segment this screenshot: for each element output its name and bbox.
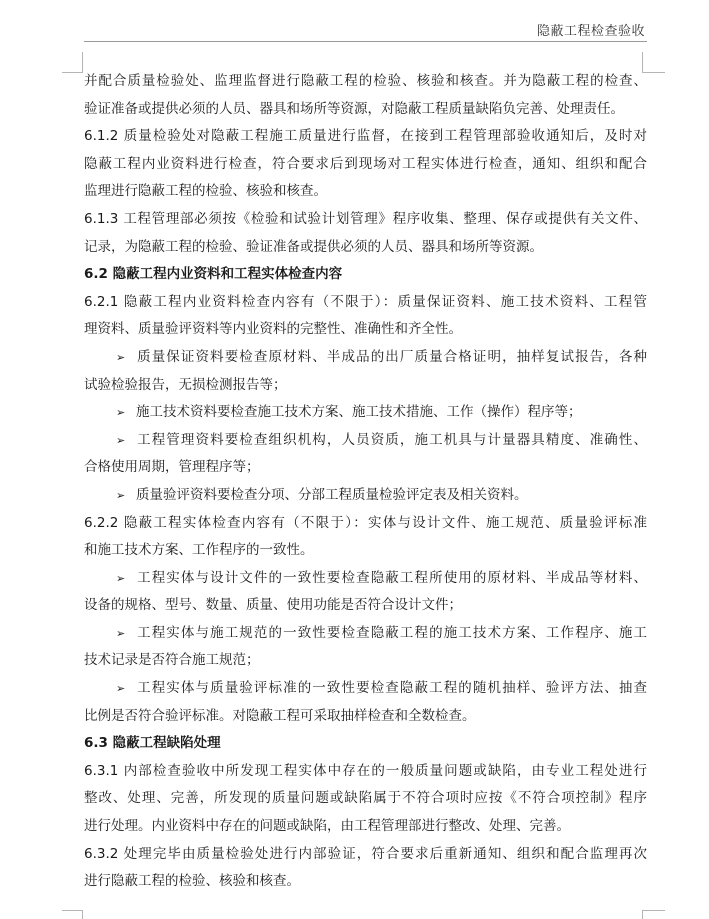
- line-text: 理资料、质量验评资料等内业资料的完整性、准确性和齐全性。: [84, 321, 462, 338]
- line-text: 6.2 隐蔽工程内业资料和工程实体检查内容: [84, 266, 343, 283]
- header-title: 隐蔽工程检查验收: [536, 24, 645, 39]
- bullet-arrow-icon: ➢: [116, 488, 126, 502]
- section-heading: [84, 261, 647, 289]
- bullet-arrow-icon: ➢: [116, 433, 126, 447]
- bullet-item-line: [116, 344, 647, 372]
- bullet-item-line: [116, 565, 647, 593]
- header-rule: [84, 41, 647, 42]
- bullet-arrow-icon: ➢: [116, 626, 126, 640]
- line-text: 工程实体与施工规范的一致性要检查隐蔽工程的施工技术方案、工作程序、施工: [136, 624, 647, 641]
- paragraph-line: [84, 758, 647, 786]
- bullet-item-line: [116, 399, 647, 427]
- line-text: 工程实体与设计文件的一致性要检查隐蔽工程所使用的原材料、半成品等材料、: [136, 569, 647, 586]
- crop-mark-bottom-left: [62, 910, 83, 919]
- line-text: 隐蔽工程内业资料进行检查，符合要求后到现场对工程实体进行检查，通知、组织和配合: [84, 155, 647, 172]
- line-text: 和施工技术方案、工作程序的一致性。: [84, 542, 314, 559]
- line-text: 6.1.3 工程管理部必须按《检验和试验计划管理》程序收集、整理、保存或提供有关文件、: [84, 210, 647, 227]
- bullet-item-continuation: [84, 592, 647, 620]
- line-text: 比例是否符合验评标准。对隐蔽工程可采取抽样检查和全数检查。: [84, 707, 476, 724]
- line-text: 进行隐蔽工程的检验、核验和核查。: [84, 873, 300, 890]
- bullet-item-continuation: [84, 647, 647, 675]
- line-text: 6.2.2 隐蔽工程实体检查内容有（不限于）：实体与设计文件、施工规范、质量验评标准: [84, 514, 647, 531]
- paragraph-line: [84, 178, 647, 206]
- line-text: 试验检验报告，无损检测报告等；: [84, 376, 287, 393]
- line-text: 6.3.2 处理完毕由质量检验处进行内部验证，符合要求后重新通知、组织和配合监理再次: [84, 845, 647, 862]
- bullet-arrow-icon: ➢: [116, 350, 126, 364]
- crop-mark-bottom-right: [642, 910, 665, 919]
- line-text: 并配合质量检验处、监理监督进行隐蔽工程的检验、核验和核查。并为隐蔽工程的检查、: [84, 73, 647, 89]
- section-heading: [84, 730, 647, 758]
- line-text: 工程实体与质量验评标准的一致性要检查隐蔽工程的随机抽样、验评方法、抽查: [136, 680, 647, 697]
- paragraph-line: [84, 206, 647, 234]
- bullet-arrow-icon: ➢: [116, 571, 126, 585]
- bullet-item-line: [116, 620, 647, 648]
- line-text: 监理进行隐蔽工程的检验、核验和核查。: [84, 183, 327, 200]
- line-text: 质量保证资料要检查原材料、半成品的出厂质量合格证明，抽样复试报告，各种: [136, 348, 647, 365]
- line-text: 6.3.1 内部检查验收中所发现工程实体中存在的一般质量问题或缺陷，由专业工程处进行: [84, 762, 647, 779]
- paragraph-line: [84, 316, 647, 344]
- line-text: 工程管理资料要检查组织机构，人员资质，施工机具与计量器具精度、准确性、: [136, 431, 647, 448]
- paragraph-line: [84, 96, 647, 124]
- paragraph-line: [84, 68, 647, 96]
- paragraph-line: [84, 123, 647, 151]
- paragraph-line: [84, 510, 647, 538]
- line-text: 设备的规格、型号、数量、质量、使用功能是否符合设计文件；: [84, 597, 462, 614]
- bullet-arrow-icon: ➢: [116, 682, 126, 696]
- bullet-item-continuation: [84, 454, 647, 482]
- bullet-item-line: [116, 482, 647, 510]
- line-text: 6.2.1 隐蔽工程内业资料检查内容有（不限于）：质量保证资料、施工技术资料、工程管: [84, 293, 647, 310]
- line-text: 施工技术资料要检查施工技术方案、施工技术措施、工作（操作）程序等；: [136, 404, 582, 421]
- paragraph-line: [84, 868, 647, 896]
- paragraph-line: [84, 234, 647, 262]
- line-text: 验证准备或提供必须的人员、器具和场所等资源，对隐蔽工程质量缺陷负完善、处理责任。: [84, 100, 624, 117]
- paragraph-line: [84, 151, 647, 179]
- line-text: 记录，为隐蔽工程的检验、验证准备或提供必须的人员、器具和场所等资源。: [84, 238, 543, 255]
- paragraph-line: [84, 785, 647, 813]
- bullet-item-line: [116, 675, 647, 703]
- crop-mark-top-left: [62, 52, 83, 73]
- bullet-item-continuation: [84, 372, 647, 400]
- line-text: 6.3 隐蔽工程缺陷处理: [84, 735, 221, 752]
- line-text: 技术记录是否符合施工规范；: [84, 652, 260, 669]
- document-body: [84, 68, 647, 896]
- bullet-item-continuation: [84, 703, 647, 731]
- bullet-arrow-icon: ➢: [116, 406, 126, 420]
- line-text: 进行处理。内业资料中存在的问题或缺陷，由工程管理部进行整改、处理、完善。: [84, 818, 570, 835]
- line-text: 质量验评资料要检查分项、分部工程质量检验评定表及相关资料。: [136, 486, 528, 503]
- paragraph-line: [84, 537, 647, 565]
- line-text: 合格使用周期，管理程序等；: [84, 459, 260, 476]
- line-text: 整改、处理、完善，所发现的质量问题或缺陷属于不符合项时应按《不符合项控制》程序: [84, 790, 647, 807]
- paragraph-line: [84, 289, 647, 317]
- paragraph-line: [84, 813, 647, 841]
- bullet-item-line: [116, 427, 647, 455]
- paragraph-line: [84, 841, 647, 869]
- line-text: 6.1.2 质量检验处对隐蔽工程施工质量进行监督，在接到工程管理部验收通知后，及时对: [84, 128, 647, 145]
